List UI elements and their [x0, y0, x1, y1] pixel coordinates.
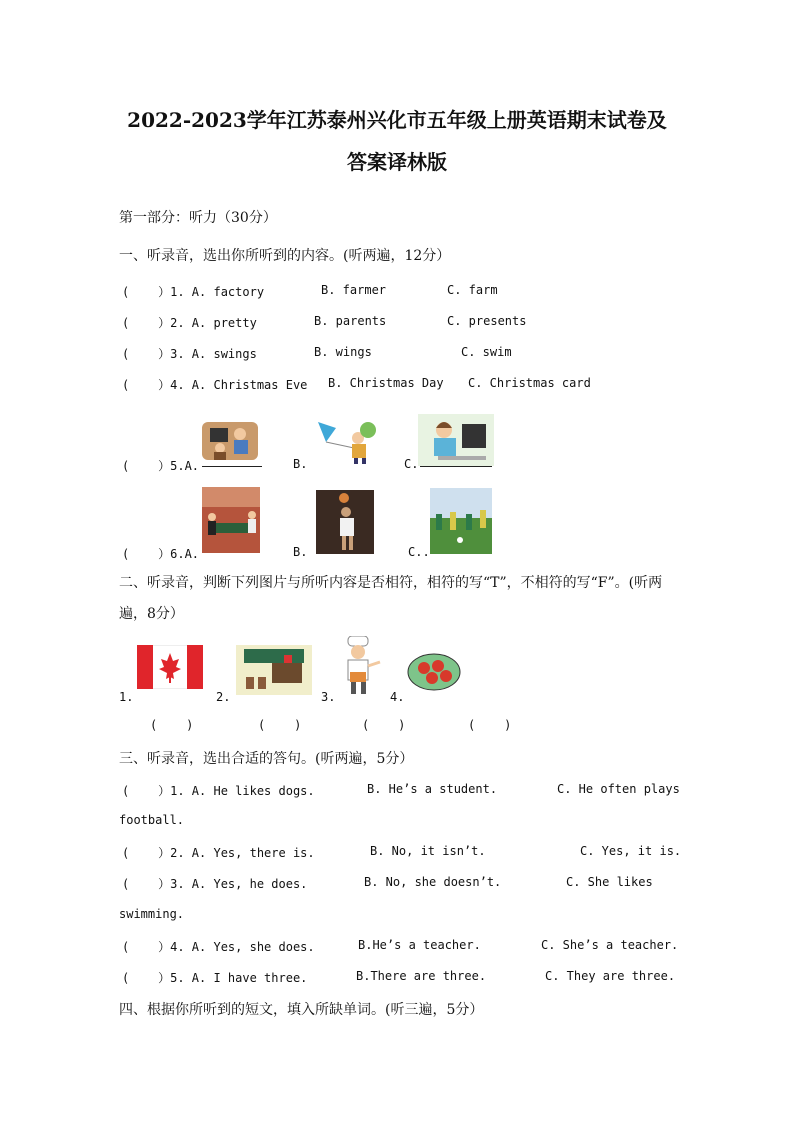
section3-heading: 三、听录音，选出合适的答句。(听两遍，5分） [119, 751, 414, 767]
s2-label-3: 3. [321, 690, 336, 704]
watching-tv-picture [200, 416, 262, 466]
q2-option-a: ( ）2. A. pretty [122, 316, 257, 330]
q1-option-a: ( ）1. A. factory [122, 285, 265, 299]
s3-q4-c: C. She’s a teacher. [541, 938, 679, 952]
s2-answer-3[interactable]: ( ) [362, 718, 406, 732]
s2-label-1: 1. [119, 690, 134, 704]
s3-q2-c: C. Yes, it is. [580, 844, 682, 858]
s2-answer-2[interactable]: ( ) [258, 718, 302, 732]
s3-q1-c: C. He often plays [557, 782, 680, 796]
s2-answer-4[interactable]: ( ) [468, 718, 512, 732]
table-tennis-picture [202, 487, 260, 553]
football-picture [430, 488, 492, 554]
flying-kite-picture [310, 418, 376, 466]
page-title-line2: 答案译林版 [347, 150, 447, 174]
section4-heading: 四、根据你所听到的短文，填入所缺单词。(听三遍，5分） [119, 1002, 484, 1018]
q1-option-b: B. farmer [321, 283, 387, 297]
s3-q5-b: B.There are three. [356, 969, 487, 983]
s3-q3-a: ( ）3. A. Yes, he does. [122, 877, 308, 891]
music-room-picture [236, 645, 312, 695]
basketball-picture [316, 490, 374, 554]
section2-heading: 二、听录音，判断下列图片与所听内容是否相符，相符的写“T”，不相符的写“F”。(听两 [119, 575, 663, 591]
q2-option-b: B. parents [314, 314, 387, 328]
section2-heading-line2: 遍，8分） [119, 606, 184, 622]
q1-option-c: C. farm [447, 283, 498, 297]
q6-label: ( ）6.A. [122, 547, 200, 561]
s3-q2-a: ( ）2. A. Yes, there is. [122, 846, 315, 860]
q3-option-b: B. wings [314, 345, 372, 359]
q3-option-a: ( ）3. A. swings [122, 347, 257, 361]
q6-c-label: C.. [408, 545, 430, 559]
section1-heading: 一、听录音，选出你所听到的内容。(听两遍，12分） [119, 248, 451, 264]
q3-option-c: C. swim [461, 345, 512, 359]
s3-q1-b: B. He’s a student. [367, 782, 498, 796]
canada-flag-picture [137, 645, 203, 689]
s3-q5-a: ( ）5. A. I have three. [122, 971, 308, 985]
s3-q1-cont: football. [119, 813, 185, 827]
s3-q4-a: ( ）4. A. Yes, she does. [122, 940, 315, 954]
q5-c-label: C. [404, 457, 419, 471]
s2-answer-1[interactable]: ( ) [150, 718, 194, 732]
s3-q5-c: C. They are three. [545, 969, 676, 983]
q4-option-b: B. Christmas Day [328, 376, 444, 390]
page-title: 2022-2023学年江苏泰州兴化市五年级上册英语期末试卷及 [127, 108, 667, 132]
q2-option-c: C. presents [447, 314, 527, 328]
cook-picture [338, 636, 384, 696]
q5-b-label: B. [293, 457, 308, 471]
q4-option-c: C. Christmas card [468, 376, 591, 390]
s2-label-4: 4. [390, 690, 405, 704]
tomatoes-picture [404, 644, 462, 694]
s3-q3-b: B. No, she doesn’t. [364, 875, 502, 889]
q4-option-a: ( ）4. A. Christmas Eve [122, 378, 308, 392]
q6-b-label: B. [293, 545, 308, 559]
s3-q4-b: B.He’s a teacher. [358, 938, 481, 952]
q5-label: ( ）5.A. [122, 459, 200, 473]
q5-c-line [420, 466, 492, 467]
s2-label-2: 2. [216, 690, 231, 704]
q5-a-line [202, 466, 262, 467]
s3-q3-cont: swimming. [119, 907, 185, 921]
using-computer-picture [418, 414, 494, 466]
s3-q3-c: C. She likes [566, 875, 653, 889]
part-heading: 第一部分：听力（30分） [119, 210, 277, 226]
s3-q1-a: ( ）1. A. He likes dogs. [122, 784, 315, 798]
s3-q2-b: B. No, it isn’t. [370, 844, 486, 858]
